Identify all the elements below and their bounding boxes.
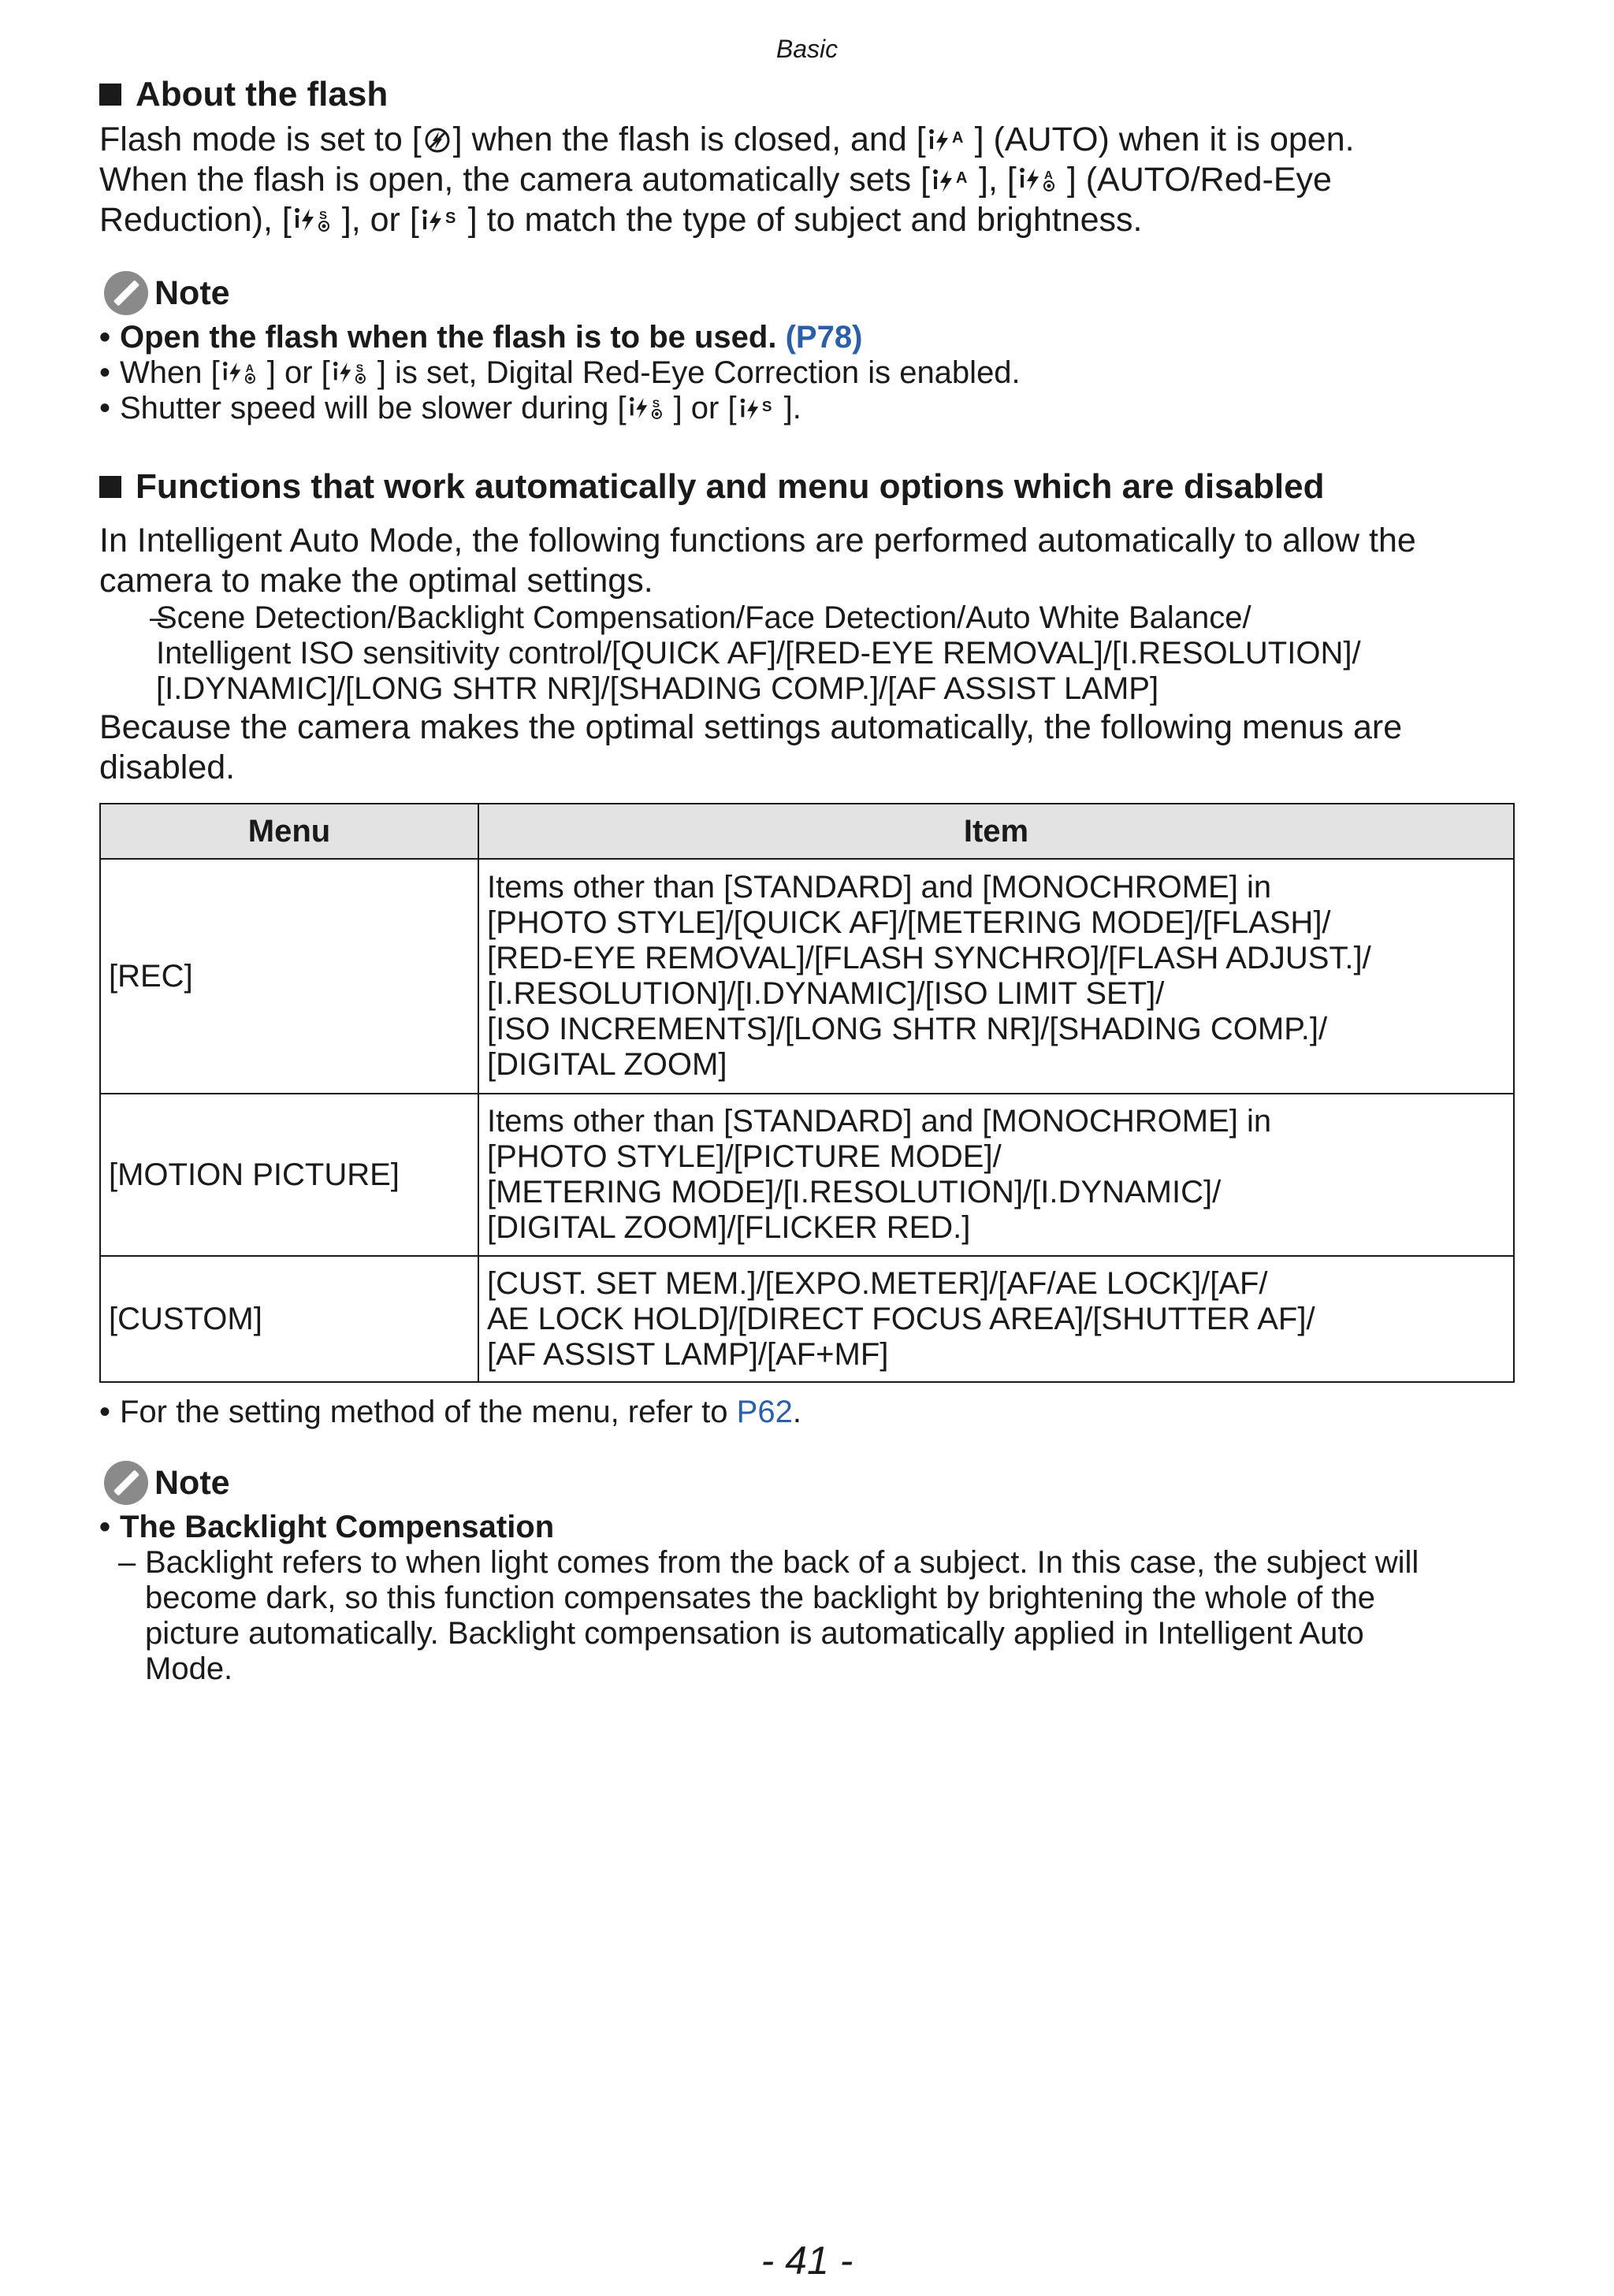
about-flash-heading bbox=[99, 74, 388, 116]
note-pencil-icon bbox=[104, 1461, 148, 1505]
svg-text:A: A bbox=[245, 362, 254, 375]
about-flash-line-2: When the flash is open, the camera automatically sets [ A ], [ A ] (AUTO/Red-Eye bbox=[99, 161, 1332, 199]
list-item: – Backlight refers to when light comes from the back of a subject. In this case, the subject will become dark, so this function compensates the backlight by brightening the whole of the picture automatically. Backlight compensation is automatically applied in Intelligent Auto Mode. bbox=[118, 1545, 1419, 1686]
dash-marker: – bbox=[118, 1545, 136, 1580]
about-flash-paragraph bbox=[99, 120, 1515, 240]
about-flash-line-3: Reduction), [ S ], or [ S ] to match the type of subject and brightness. bbox=[99, 201, 1143, 239]
item-cell: Items other than [STANDARD] and [MONOCHROME] in [PHOTO STYLE]/[PICTURE MODE]/ [METERING MODE]/[I.RESOLUTION]/[I.DYNAMIC]/ [DIGITAL ZOOM]/[FLICKER RED.] bbox=[478, 1094, 1514, 1256]
flash-auto-red-eye-icon bbox=[1019, 165, 1065, 194]
list-item: • Shutter speed will be slower during [ S ] or [ S ]. bbox=[99, 391, 1515, 426]
flash-slow-red-eye-icon bbox=[294, 206, 340, 234]
table-header-row bbox=[100, 804, 1514, 859]
menu-cell: [REC] bbox=[100, 859, 478, 1094]
setting-method-note: • For the setting method of the menu, refer to P62. bbox=[99, 1395, 1515, 1430]
page-number: - 41 - bbox=[761, 2238, 853, 2283]
flash-off-icon bbox=[424, 127, 451, 154]
svg-text:S: S bbox=[652, 397, 660, 411]
note-heading bbox=[104, 1461, 230, 1505]
item-cell: [CUST. SET MEM.]/[EXPO.METER]/[AF/AE LOCK]/[AF/ AE LOCK HOLD]/[DIRECT FOCUS AREA]/[SHUTTER AF]/ [AF ASSIST LAMP]/[AF+MF] bbox=[478, 1256, 1514, 1382]
flash-auto-icon bbox=[932, 167, 976, 194]
table-row bbox=[100, 859, 1514, 1094]
list-item: – Scene Detection/Backlight Compensation/Face Detection/Auto White Balance/ Intelligent ISO sensitivity control/[QUICK AF]/[RED-EYE REMOVAL]/[I.RESOLUTION]/ [I.DYNAMIC]/[LONG SHTR NR]/[SHADING COMP.]/[AF ASSIST LAMP] bbox=[128, 600, 1515, 707]
svg-text:A: A bbox=[956, 169, 968, 187]
functions-heading bbox=[99, 466, 1324, 508]
flash-slow-red-eye-icon bbox=[333, 359, 375, 386]
flash-slow-red-eye-icon bbox=[629, 395, 671, 422]
list-item: • The Backlight Compensation bbox=[99, 1510, 1515, 1545]
about-flash-line-1: Flash mode is set to [ ] when the flash is closed, and [ A ] (AUTO) when it is open. bbox=[99, 121, 1355, 158]
list-item: • When [ A ] or [ S ] is set, Digital Red-Eye Correction is enabled. bbox=[99, 355, 1515, 391]
flash-auto-icon bbox=[928, 127, 972, 154]
note-1-list bbox=[99, 320, 1515, 426]
square-bullet-icon bbox=[99, 84, 121, 106]
svg-text:A: A bbox=[1043, 169, 1053, 182]
functions-title: Functions that work automatically and menu options which are disabled bbox=[136, 467, 1325, 506]
page-link-p62[interactable]: P62 bbox=[736, 1395, 793, 1429]
functions-because: Because the camera makes the optimal settings automatically, the following menus are disabled. bbox=[99, 708, 1403, 786]
functions-intro: In Intelligent Auto Mode, the following functions are performed automatically to allow the camera to make the optimal settings. bbox=[99, 522, 1416, 600]
svg-text:A: A bbox=[951, 129, 964, 147]
functions-dash-list bbox=[128, 600, 1515, 707]
table-row bbox=[100, 1094, 1514, 1256]
svg-text:S: S bbox=[318, 209, 327, 222]
disabled-menus-table bbox=[99, 803, 1515, 1383]
menu-cell: [CUSTOM] bbox=[100, 1256, 478, 1382]
note-pencil-icon bbox=[104, 271, 148, 315]
note-title: Note bbox=[154, 273, 230, 312]
list-item: • Open the flash when the flash is to be used. (P78) bbox=[99, 320, 1515, 355]
flash-slow-sync-icon bbox=[739, 396, 782, 422]
flash-auto-red-eye-icon bbox=[222, 359, 265, 386]
square-bullet-icon bbox=[99, 476, 121, 498]
table-row bbox=[100, 1256, 1514, 1382]
note-2-list bbox=[99, 1510, 1515, 1687]
svg-text:S: S bbox=[444, 210, 456, 227]
flash-slow-sync-icon bbox=[422, 207, 466, 234]
menu-cell: [MOTION PICTURE] bbox=[100, 1094, 478, 1256]
section-label: Basic bbox=[775, 35, 839, 63]
column-header-menu: Menu bbox=[100, 804, 478, 859]
note-heading bbox=[104, 271, 230, 315]
about-flash-title: About the flash bbox=[136, 75, 389, 113]
svg-text:S: S bbox=[355, 362, 363, 375]
column-header-item: Item bbox=[478, 804, 1514, 859]
note-title: Note bbox=[154, 1463, 230, 1502]
item-cell: Items other than [STANDARD] and [MONOCHROME] in [PHOTO STYLE]/[QUICK AF]/[METERING MODE]/[FLASH]/ [RED-EYE REMOVAL]/[FLASH SYNCHRO]/[FLASH ADJUST.]/ [I.RESOLUTION]/[I.DYNAMIC]/[ISO LIMIT SET]/ [ISO INCREMENTS]/[LONG SHTR NR]/[SHADING COMP.]/ [DIGITAL ZOOM] bbox=[478, 859, 1514, 1094]
page-link-p78[interactable]: (P78) bbox=[785, 320, 863, 355]
svg-text:S: S bbox=[761, 397, 772, 414]
